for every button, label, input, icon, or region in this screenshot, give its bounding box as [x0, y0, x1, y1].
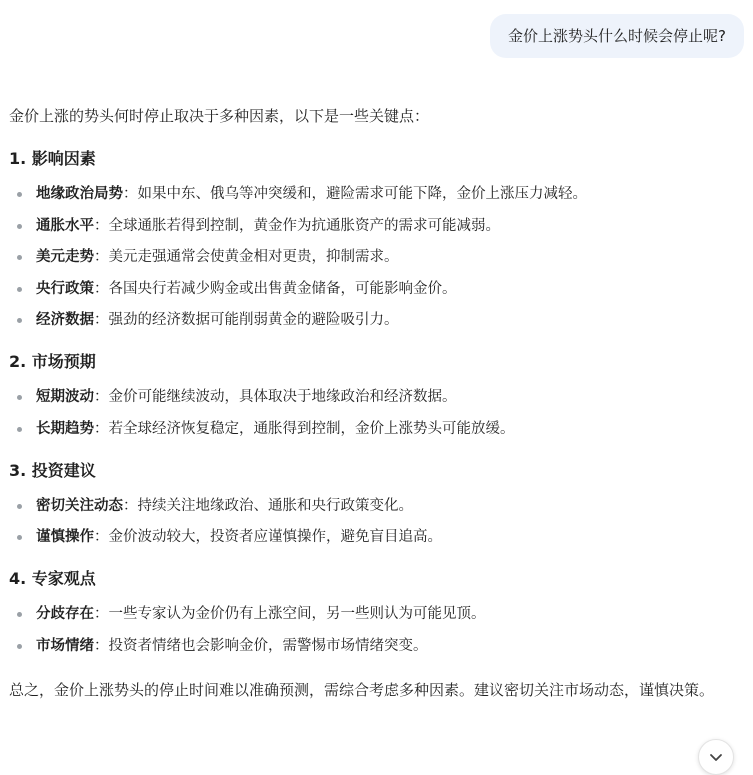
list-item	[9, 387, 737, 408]
bullet-term: 美元走势	[36, 249, 94, 265]
bullet-text: ：持续关注地缘政治、通胀和央行政策变化。	[123, 497, 413, 514]
bullet-text: ：如果中东、俄乌等冲突缓和，避险需求可能下降，金价上涨压力减轻。	[123, 186, 587, 202]
bullet-list	[9, 496, 737, 549]
bullet-dot	[17, 255, 22, 260]
bullet-list	[9, 604, 737, 657]
list-item	[9, 184, 737, 205]
bullet-text: ：一些专家认为金价仍有上涨空间，另一些则认为可能见顶。	[94, 606, 486, 622]
list-item	[9, 604, 737, 625]
section-title: 3. 投资建议	[9, 460, 96, 480]
bullet-text: ：全球通胀若得到控制，黄金作为抗通胀资产的需求可能减弱。	[94, 217, 500, 234]
bullet-text: ：强劲的经济数据可能削弱黄金的避险吸引力。	[94, 312, 399, 328]
user-message-text: 金价上涨势头什么时候会停止呢?	[508, 27, 726, 45]
bullet-dot	[17, 318, 22, 323]
bullet-term: 长期趋势	[36, 420, 94, 437]
list-item	[9, 247, 737, 268]
list-item	[9, 496, 737, 517]
bullet-dot	[17, 535, 22, 540]
list-item	[9, 419, 737, 440]
bullet-dot	[17, 644, 22, 649]
bullet-dot	[17, 504, 22, 509]
bullet-term: 市场情绪	[36, 637, 94, 654]
answer-intro: 金价上涨的势头何时停止取决于多种因素，以下是一些关键点：	[9, 107, 430, 125]
bullet-term: 经济数据	[36, 312, 94, 328]
bullet-term: 分歧存在	[36, 606, 94, 622]
bullet-text: ：若全球经济恢复稳定，通胀得到控制，金价上涨势头可能放缓。	[94, 420, 515, 437]
bullet-dot	[17, 287, 22, 292]
assistant-answer	[9, 104, 737, 704]
list-item	[9, 636, 737, 657]
bullet-dot	[17, 224, 22, 229]
bullet-text: ：金价波动较大，投资者应谨慎操作，避免盲目追高。	[94, 529, 442, 545]
bullet-term: 谨慎操作	[36, 529, 94, 545]
bullet-text: ：美元走强通常会使黄金相对更贵，抑制需求。	[94, 249, 399, 265]
bullet-dot	[17, 612, 22, 617]
bullet-text: ：金价可能继续波动，具体取决于地缘政治和经济数据。	[94, 389, 457, 405]
bullet-dot	[17, 395, 22, 400]
user-message-bubble	[490, 14, 744, 58]
bullet-text: ：投资者情绪也会影响金价，需警惕市场情绪突变。	[94, 637, 428, 654]
list-item	[9, 216, 737, 237]
list-item	[9, 310, 737, 331]
chevron-down-icon	[709, 750, 723, 764]
section-title: 2. 市场预期	[9, 352, 96, 371]
bullet-term: 通胀水平	[36, 217, 94, 234]
bullet-term: 央行政策	[36, 280, 94, 297]
list-item	[9, 527, 737, 548]
list-item	[9, 279, 737, 300]
answer-summary: 总之，金价上涨势头的停止时间难以准确预测，需综合考虑多种因素。建议密切关注市场动态，谨慎决策。	[9, 680, 715, 699]
bullet-term: 密切关注动态	[36, 497, 123, 514]
bullet-list	[9, 387, 737, 440]
bullet-dot	[17, 427, 22, 432]
section-title: 1. 影响因素	[9, 149, 96, 168]
bullet-list	[9, 184, 737, 331]
bullet-term: 短期波动	[36, 389, 94, 405]
section-title: 4. 专家观点	[9, 569, 96, 588]
bullet-text: ：各国央行若减少购金或出售黄金储备，可能影响金价。	[94, 280, 457, 297]
scroll-to-bottom-button[interactable]	[698, 739, 734, 775]
bullet-term: 地缘政治局势	[36, 186, 123, 202]
bullet-dot	[17, 192, 22, 197]
